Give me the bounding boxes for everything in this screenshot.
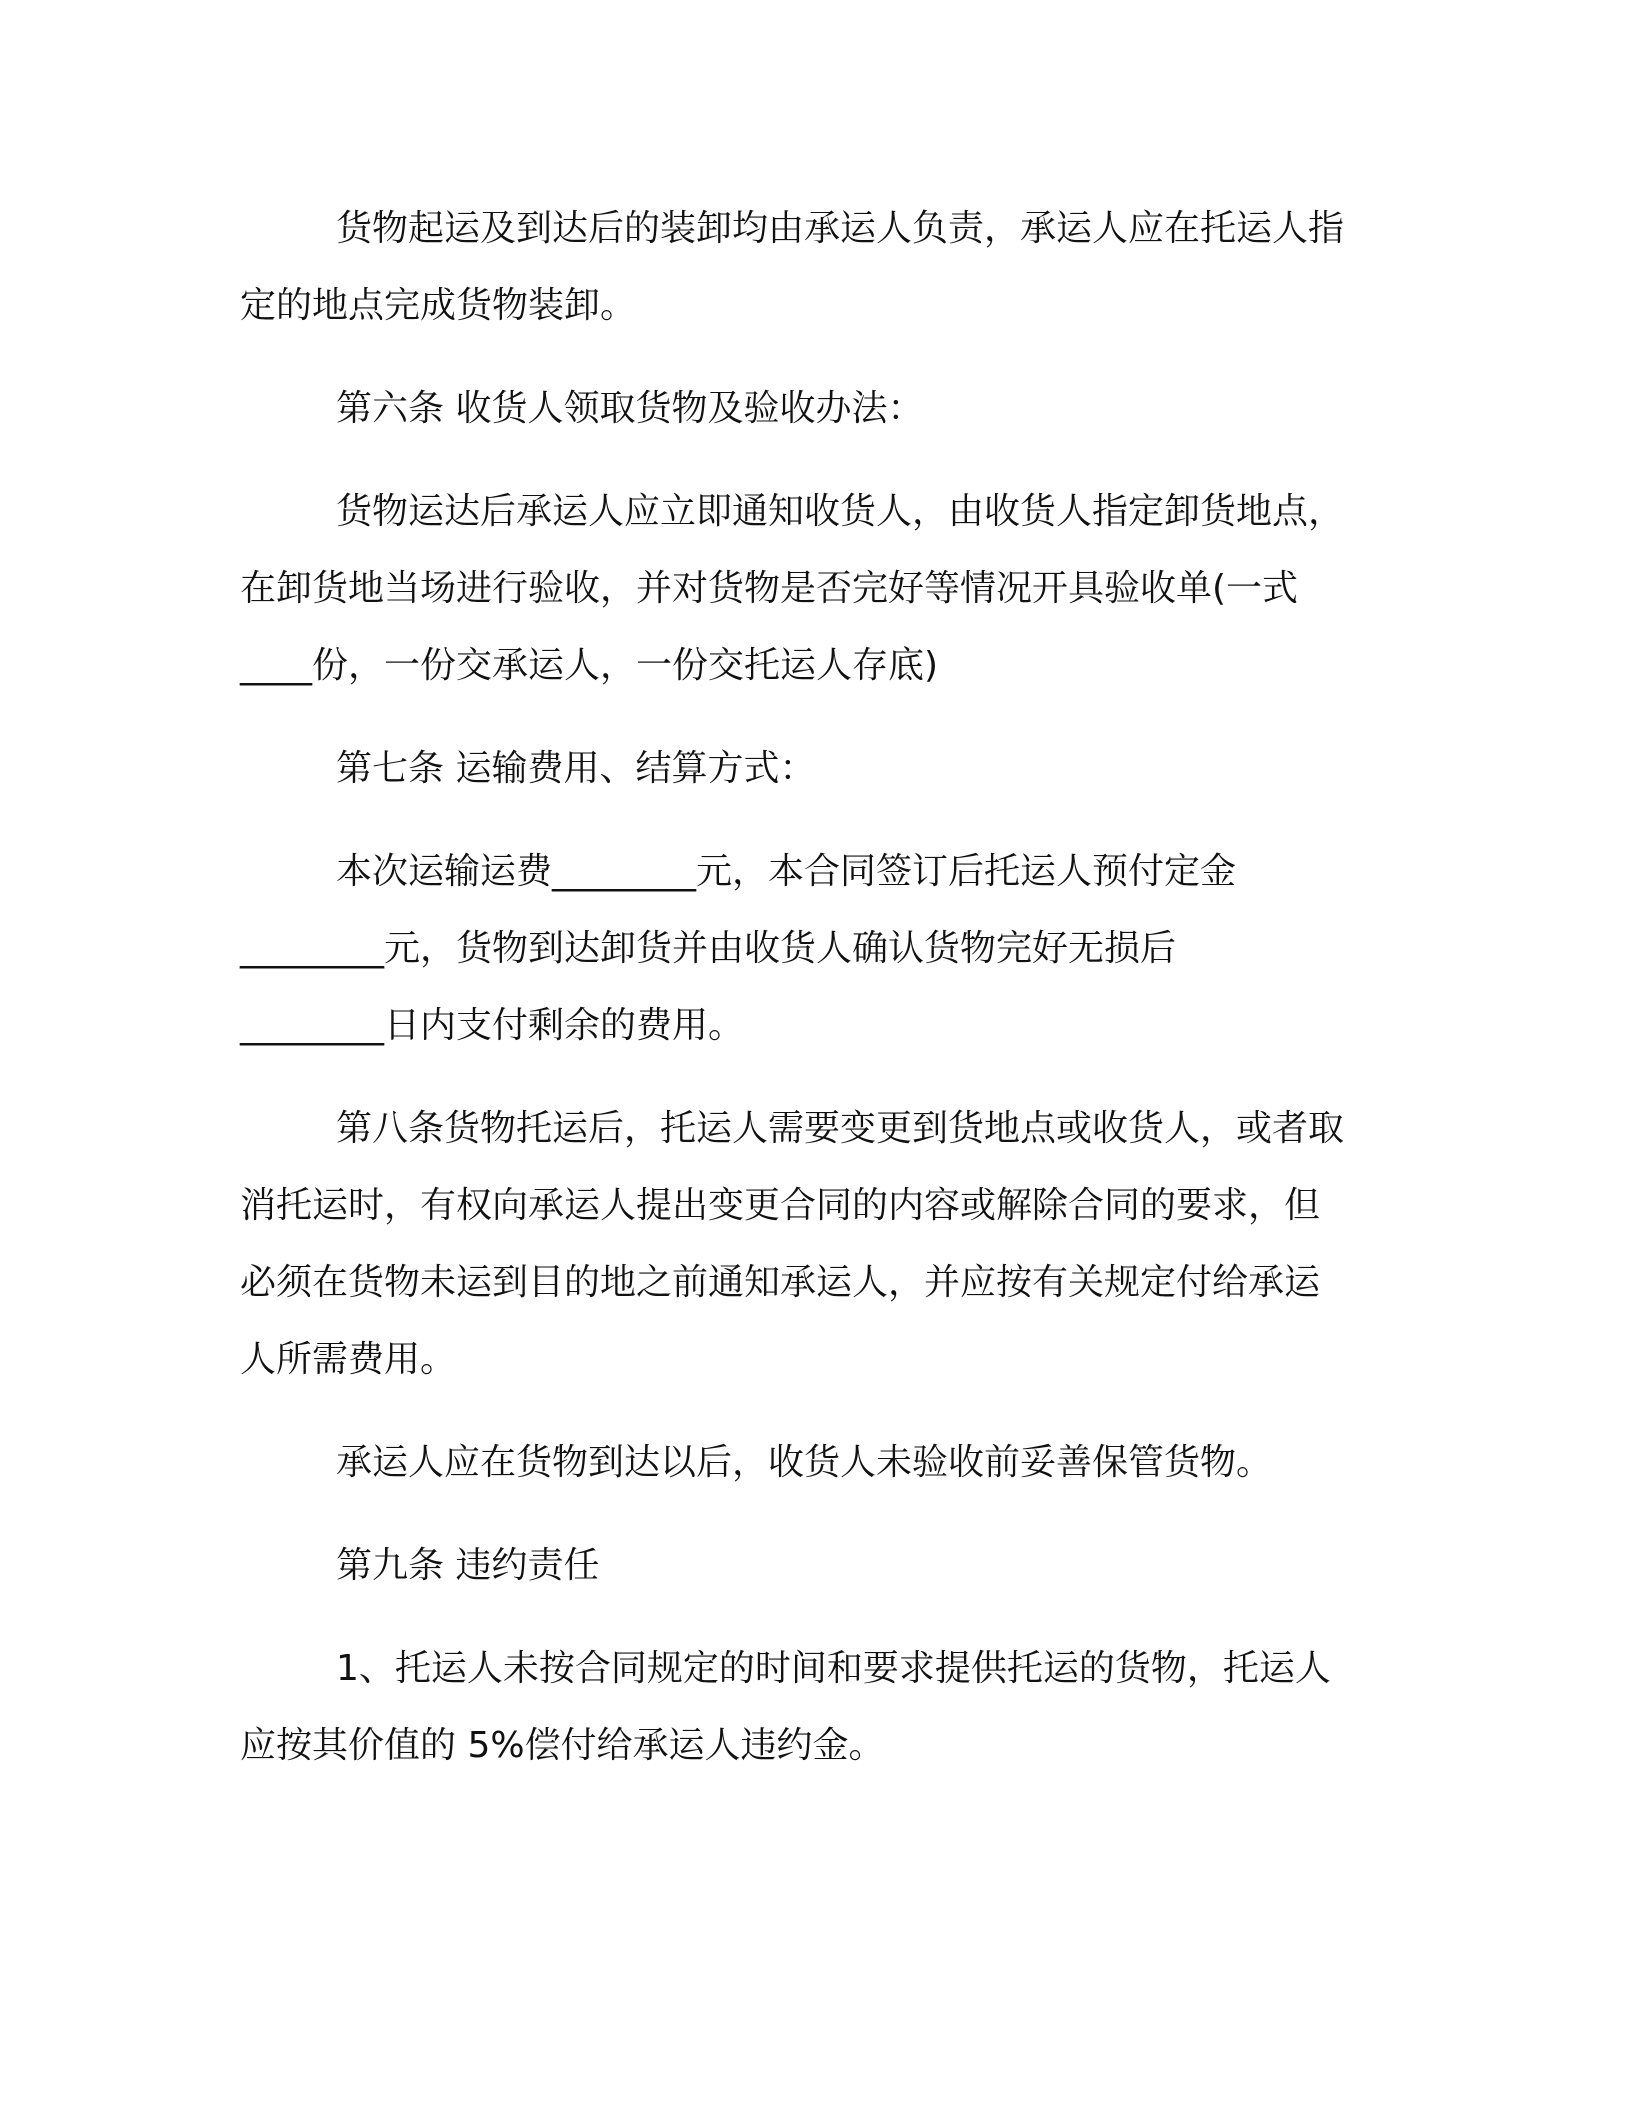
- text-line: 第九条 违约责任: [336, 1545, 600, 1586]
- text-line: 人所需费用。: [240, 1339, 457, 1380]
- text-line: 本次运输运费________元，本合同签订后托运人预付定金: [336, 851, 1237, 892]
- text-line: 必须在货物未运到目的地之前通知承运人，并应按有关规定付给承运: [240, 1262, 1321, 1303]
- text-line: 货物运达后承运人应立即通知收货人，由收货人指定卸货地点，: [336, 491, 1345, 532]
- text-line: 第八条货物托运后，托运人需要变更到货地点或收货人，或者取: [336, 1108, 1345, 1149]
- text-line: 1、托运人未按合同规定的时间和要求提供托运的货物，托运人: [336, 1648, 1331, 1689]
- document-page: [240, 190, 1400, 1810]
- paragraph-liability-1: [240, 1630, 1400, 1784]
- text-line: 消托运时，有权向承运人提出变更合同的内容或解除合同的要求，但: [240, 1185, 1321, 1226]
- text-line: ____份，一份交承运人，一份交托运人存底): [240, 645, 939, 686]
- text-line: 货物起运及到达后的装卸均由承运人负责，承运人应在托运人指: [336, 208, 1345, 249]
- paragraph-freight-payment: [240, 833, 1400, 1064]
- text-line: ________日内支付剩余的费用。: [240, 1005, 745, 1046]
- paragraph-loading-unloading: [240, 190, 1400, 344]
- article-7-heading: [240, 730, 1400, 807]
- article-8-paragraph: [240, 1090, 1400, 1398]
- text-line: 承运人应在货物到达以后，收货人未验收前妥善保管货物。: [336, 1442, 1273, 1483]
- text-line: 定的地点完成货物装卸。: [240, 285, 637, 326]
- paragraph-acceptance: [240, 473, 1400, 704]
- text-line: 第六条 收货人领取货物及验收办法：: [336, 388, 924, 429]
- text-line: 在卸货地当场进行验收，并对货物是否完好等情况开具验收单(一式: [240, 568, 1299, 609]
- paragraph-custody: [240, 1424, 1400, 1501]
- text-line: 第七条 运输费用、结算方式：: [336, 748, 816, 789]
- text-line: ________元，货物到达卸货并由收货人确认货物完好无损后: [240, 928, 1177, 969]
- text-line: 应按其价值的 5%偿付给承运人违约金。: [240, 1725, 885, 1766]
- article-6-heading: [240, 370, 1400, 447]
- article-9-heading: [240, 1527, 1400, 1604]
